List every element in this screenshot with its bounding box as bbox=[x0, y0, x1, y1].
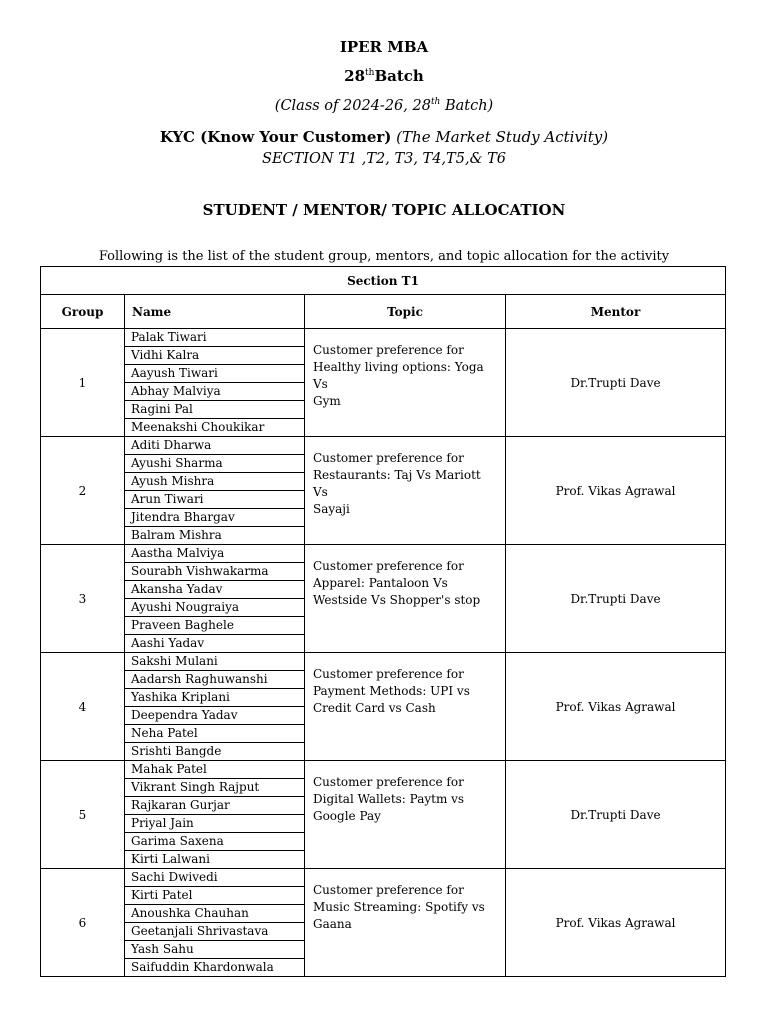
intro-text: Following is the list of the student group, mentors, and topic allocation for the activity bbox=[98, 249, 670, 264]
topic-line: Payment Methods: UPI vs bbox=[313, 684, 470, 698]
topic-line: Customer preference for bbox=[313, 883, 464, 897]
group-number: 1 bbox=[41, 329, 125, 437]
group-topic bbox=[305, 761, 506, 869]
group-topic bbox=[305, 653, 506, 761]
student-name: Kirti Lalwani bbox=[131, 852, 210, 866]
group-members bbox=[125, 653, 305, 761]
student-name: Srishti Bangde bbox=[131, 744, 222, 758]
student-name: Sakshi Mulani bbox=[125, 653, 304, 671]
section-title-row bbox=[41, 267, 726, 295]
student-name: Kirti Patel bbox=[125, 887, 304, 905]
group-column-header: Group bbox=[41, 295, 125, 329]
group-number: 4 bbox=[41, 653, 125, 761]
student-name: Saifuddin Khardonwala bbox=[131, 960, 274, 974]
batch-number: 28 bbox=[344, 67, 366, 85]
student-name: Aastha Malviya bbox=[125, 545, 304, 563]
activity-description: (The Market Study Activity) bbox=[391, 128, 609, 146]
sections-line: SECTION T1 ,T2, T3, T4,T5,& T6 bbox=[262, 151, 506, 167]
student-name: Aashi Yadav bbox=[131, 636, 205, 650]
group-members bbox=[125, 761, 305, 869]
topic-line: Westside Vs Shopper's stop bbox=[313, 593, 481, 607]
name-column-header: Name bbox=[125, 295, 305, 329]
group-row bbox=[41, 437, 726, 545]
student-name: Abhay Malviya bbox=[125, 383, 304, 401]
class-superscript: th bbox=[430, 97, 441, 107]
group-row bbox=[41, 869, 726, 977]
group-mentor: Dr.Trupti Dave bbox=[506, 545, 726, 653]
group-mentor: Dr.Trupti Dave bbox=[506, 329, 726, 437]
group-number: 2 bbox=[41, 437, 125, 545]
student-name: Garima Saxena bbox=[125, 833, 304, 851]
student-name: Ayushi Sharma bbox=[125, 455, 304, 473]
student-name: Mahak Patel bbox=[125, 761, 304, 779]
topic-column-header: Topic bbox=[305, 295, 506, 329]
student-name: Yash Sahu bbox=[125, 941, 304, 959]
group-mentor: Prof. Vikas Agrawal bbox=[506, 869, 726, 977]
group-mentor: Prof. Vikas Agrawal bbox=[506, 437, 726, 545]
student-name: Deependra Yadav bbox=[125, 707, 304, 725]
group-members bbox=[125, 869, 305, 977]
topic-line: Customer preference for bbox=[313, 451, 464, 465]
activity-heading bbox=[0, 128, 768, 146]
group-number: 6 bbox=[41, 869, 125, 977]
student-name: Yashika Kriplani bbox=[125, 689, 304, 707]
topic-line: Customer preference for bbox=[313, 559, 464, 573]
group-members bbox=[125, 329, 305, 437]
topic-line: Sayaji bbox=[313, 502, 350, 516]
topic-line: Credit Card vs Cash bbox=[313, 701, 436, 715]
student-name: Ayush Mishra bbox=[125, 473, 304, 491]
group-row bbox=[41, 545, 726, 653]
group-topic bbox=[305, 437, 506, 545]
student-name: Praveen Baghele bbox=[125, 617, 304, 635]
student-name: Aditi Dharwa bbox=[125, 437, 304, 455]
group-mentor: Prof. Vikas Agrawal bbox=[506, 653, 726, 761]
allocation-table bbox=[40, 266, 726, 977]
group-topic bbox=[305, 329, 506, 437]
student-name: Ayushi Nougraiya bbox=[125, 599, 304, 617]
topic-line: Gaana bbox=[313, 917, 352, 931]
student-name: Anoushka Chauhan bbox=[125, 905, 304, 923]
batch-superscript: th bbox=[365, 68, 375, 78]
topic-line: Gym bbox=[313, 394, 341, 408]
mentor-column-header: Mentor bbox=[506, 295, 726, 329]
group-members bbox=[125, 545, 305, 653]
student-name: Neha Patel bbox=[125, 725, 304, 743]
student-name: Meenakshi Choukikar bbox=[131, 420, 265, 434]
batch-heading bbox=[0, 67, 768, 85]
group-row bbox=[41, 653, 726, 761]
class-subtitle bbox=[0, 97, 768, 114]
batch-word: Batch bbox=[374, 67, 424, 85]
topic-line: Digital Wallets: Paytm vs bbox=[313, 792, 465, 806]
group-row bbox=[41, 761, 726, 869]
group-number: 5 bbox=[41, 761, 125, 869]
topic-line: Healthy living options: Yoga Vs bbox=[313, 360, 484, 391]
activity-name: KYC (Know Your Customer) bbox=[159, 128, 392, 146]
student-name: Balram Mishra bbox=[131, 528, 222, 542]
group-mentor: Dr.Trupti Dave bbox=[506, 761, 726, 869]
topic-line: Google Pay bbox=[313, 809, 381, 823]
student-name: Palak Tiwari bbox=[125, 329, 304, 347]
topic-line: Customer preference for bbox=[313, 343, 464, 357]
topic-line: Restaurants: Taj Vs Mariott Vs bbox=[313, 468, 481, 499]
student-name: Arun Tiwari bbox=[125, 491, 304, 509]
group-members bbox=[125, 437, 305, 545]
student-name: Geetanjali Shrivastava bbox=[125, 923, 304, 941]
document-title: IPER MBA bbox=[339, 38, 429, 56]
table-header-row bbox=[41, 295, 726, 329]
topic-line: Apparel: Pantaloon Vs bbox=[313, 576, 448, 590]
student-name: Jitendra Bhargav bbox=[125, 509, 304, 527]
section-title: Section T1 bbox=[41, 267, 726, 295]
group-topic bbox=[305, 869, 506, 977]
student-name: Priyal Jain bbox=[125, 815, 304, 833]
class-text-a: (Class of 2024-26, 28 bbox=[274, 97, 431, 114]
student-name: Vikrant Singh Rajput bbox=[125, 779, 304, 797]
group-number: 3 bbox=[41, 545, 125, 653]
student-name: Vidhi Kalra bbox=[125, 347, 304, 365]
student-name: Ragini Pal bbox=[125, 401, 304, 419]
student-name: Rajkaran Gurjar bbox=[125, 797, 304, 815]
group-topic bbox=[305, 545, 506, 653]
class-text-b: Batch) bbox=[440, 97, 494, 114]
student-name: Aayush Tiwari bbox=[125, 365, 304, 383]
topic-line: Customer preference for bbox=[313, 775, 464, 789]
allocation-title: STUDENT / MENTOR/ TOPIC ALLOCATION bbox=[202, 201, 566, 219]
student-name: Aadarsh Raghuwanshi bbox=[125, 671, 304, 689]
student-name: Sourabh Vishwakarma bbox=[125, 563, 304, 581]
student-name: Akansha Yadav bbox=[125, 581, 304, 599]
student-name: Sachi Dwivedi bbox=[125, 869, 304, 887]
topic-line: Customer preference for bbox=[313, 667, 464, 681]
topic-line: Music Streaming: Spotify vs bbox=[313, 900, 485, 914]
group-row bbox=[41, 329, 726, 437]
